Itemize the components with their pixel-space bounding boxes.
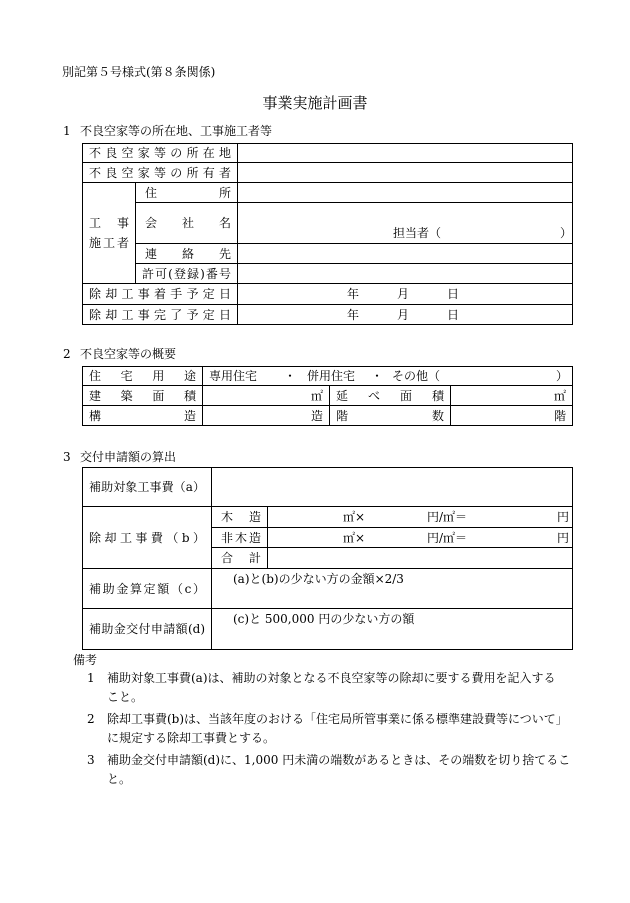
non-wooden-label: 非木造	[221, 530, 261, 545]
owner-label-cell	[83, 163, 238, 183]
demolition-cost-label: 除却工事費（b）	[89, 530, 205, 545]
non-wooden-value-cell	[268, 528, 573, 548]
owner-value-cell	[238, 163, 573, 183]
application-amount-label: 補助金交付申請額(d)	[89, 622, 205, 636]
end-date-label: 除却工事完了予定日	[89, 307, 231, 322]
application-amount-note: (c)と 500,000 円の少ない方の額	[233, 612, 415, 626]
company-label-cell	[136, 203, 238, 244]
section3-heading: 交付申請額の算出	[80, 450, 177, 464]
calculated-subsidy-value-cell	[212, 569, 573, 609]
section1-number: 1	[63, 124, 71, 138]
use-option-other: その他（	[392, 369, 441, 383]
calculated-subsidy-label-cell	[83, 569, 212, 609]
permit-value-cell	[238, 264, 573, 284]
subsidy-target-cost-label-cell	[83, 468, 212, 507]
wooden-area-times: ㎡×	[343, 510, 366, 524]
structure-label: 構造	[89, 408, 196, 423]
address-label: 住所	[145, 185, 231, 200]
permit-label-cell	[136, 264, 238, 284]
floor-area-unit: ㎡	[553, 388, 566, 403]
end-month-unit: 月	[397, 307, 410, 322]
section3-number: 3	[63, 450, 71, 464]
building-area-label-cell	[83, 386, 203, 406]
end-day-unit: 日	[447, 307, 460, 322]
structure-value-cell	[203, 406, 330, 426]
person-in-charge-label: 担当者（	[393, 226, 442, 240]
floors-value-cell	[451, 406, 573, 426]
floor-area-label-cell	[330, 386, 451, 406]
address-label-cell	[136, 183, 238, 203]
note-line: 補助金交付申請額(d)に、1,000 円未満の端数があるときは、その端数を切り捨てるこ	[107, 753, 571, 767]
note-line: と。	[107, 772, 132, 786]
note-line: に規定する除却工事費とする。	[107, 731, 276, 745]
wooden-value-cell	[268, 507, 573, 528]
contractor-label-line2: 施工者	[89, 236, 129, 250]
use-label: 住宅用途	[89, 369, 196, 383]
contractor-label-line1: 工事	[89, 216, 129, 230]
building-area-unit: ㎡	[310, 388, 323, 403]
use-value-cell	[203, 367, 573, 386]
use-label-cell	[83, 367, 203, 386]
structure-unit: 造	[310, 408, 323, 423]
floors-unit: 階	[553, 408, 566, 423]
location-value-cell	[238, 144, 573, 163]
note-line: こと。	[107, 690, 144, 704]
notes-heading: 備考	[73, 653, 98, 667]
section2-number: 2	[63, 347, 71, 361]
non-wooden-unit-price: 円/㎡＝	[427, 530, 468, 545]
wooden-yen: 円	[557, 510, 570, 524]
company-label: 会社名	[145, 216, 231, 230]
non-wooden-area-times: ㎡×	[343, 530, 366, 545]
end-date-value-cell	[238, 305, 573, 325]
building-area-label: 建築面積	[89, 388, 196, 403]
contact-value-cell	[238, 244, 573, 264]
non-wooden-yen: 円	[557, 530, 570, 545]
section1-heading: 不良空家等の所在地、工事施工者等	[80, 124, 273, 138]
total-value-cell	[268, 548, 573, 569]
form-number: 別記第５号様式(第８条関係)	[62, 65, 216, 79]
permit-label: 許可(登録)番号	[142, 266, 231, 281]
note-number: 2	[87, 712, 95, 726]
subsidy-target-cost-label: 補助対象工事費（a）	[89, 480, 205, 494]
start-day-unit: 日	[447, 287, 460, 301]
structure-label-cell	[83, 406, 203, 426]
total-label-cell	[212, 548, 268, 569]
grant-calculation-table	[82, 467, 573, 650]
note-line: 補助対象工事費(a)は、補助の対象となる不良空家等の除却に要する費用を記入する	[107, 671, 556, 685]
contractor-label-cell	[83, 183, 136, 284]
building-overview-table	[82, 366, 573, 426]
start-month-unit: 月	[397, 287, 410, 301]
wooden-label: 木造	[221, 510, 261, 524]
use-option-dedicated: 専用住宅	[209, 369, 258, 383]
wooden-unit-price: 円/㎡＝	[427, 510, 468, 524]
site-contractor-table	[82, 143, 573, 325]
note-number: 3	[87, 753, 95, 767]
use-separator: ・	[284, 369, 297, 383]
use-separator: ・	[371, 369, 384, 383]
floor-area-label: 延べ面積	[336, 388, 444, 403]
building-area-value-cell	[203, 386, 330, 406]
use-other-close: ）	[556, 369, 569, 383]
start-date-value-cell	[238, 284, 573, 305]
non-wooden-label-cell	[212, 528, 268, 548]
address-value-cell	[238, 183, 573, 203]
start-year-unit: 年	[347, 287, 360, 301]
company-value-cell	[238, 203, 573, 244]
calculated-subsidy-label: 補助金算定額（c）	[89, 581, 205, 596]
end-date-label-cell	[83, 305, 238, 325]
end-year-unit: 年	[347, 307, 360, 322]
demolition-cost-label-cell	[83, 507, 212, 569]
total-label: 合計	[221, 551, 261, 565]
owner-label: 不良空家等の所有者	[89, 165, 231, 180]
floor-area-value-cell	[451, 386, 573, 406]
calculated-subsidy-note: (a)と(b)の少ない方の金額×2/3	[233, 572, 404, 586]
note-number: 1	[87, 671, 95, 685]
application-amount-value-cell	[212, 609, 573, 650]
floors-label-cell	[330, 406, 451, 426]
note-line: 除却工事費(b)は、当該年度のおける「住宅局所管事業に係る標準建設費等について」	[107, 712, 568, 726]
use-option-combined: 併用住宅	[307, 369, 356, 383]
contact-label-cell	[136, 244, 238, 264]
location-label: 不良空家等の所在地	[89, 146, 231, 160]
start-date-label: 除却工事着手予定日	[89, 287, 231, 301]
application-amount-label-cell	[83, 609, 212, 650]
contact-label: 連絡先	[145, 246, 231, 261]
start-date-label-cell	[83, 284, 238, 305]
subsidy-target-cost-value-cell	[212, 468, 573, 507]
person-in-charge-close: ）	[560, 226, 573, 240]
floors-label: 階数	[336, 408, 444, 423]
wooden-label-cell	[212, 507, 268, 528]
document-title: 事業実施計画書	[262, 94, 368, 112]
section2-heading: 不良空家等の概要	[80, 347, 177, 361]
location-label-cell	[83, 144, 238, 163]
